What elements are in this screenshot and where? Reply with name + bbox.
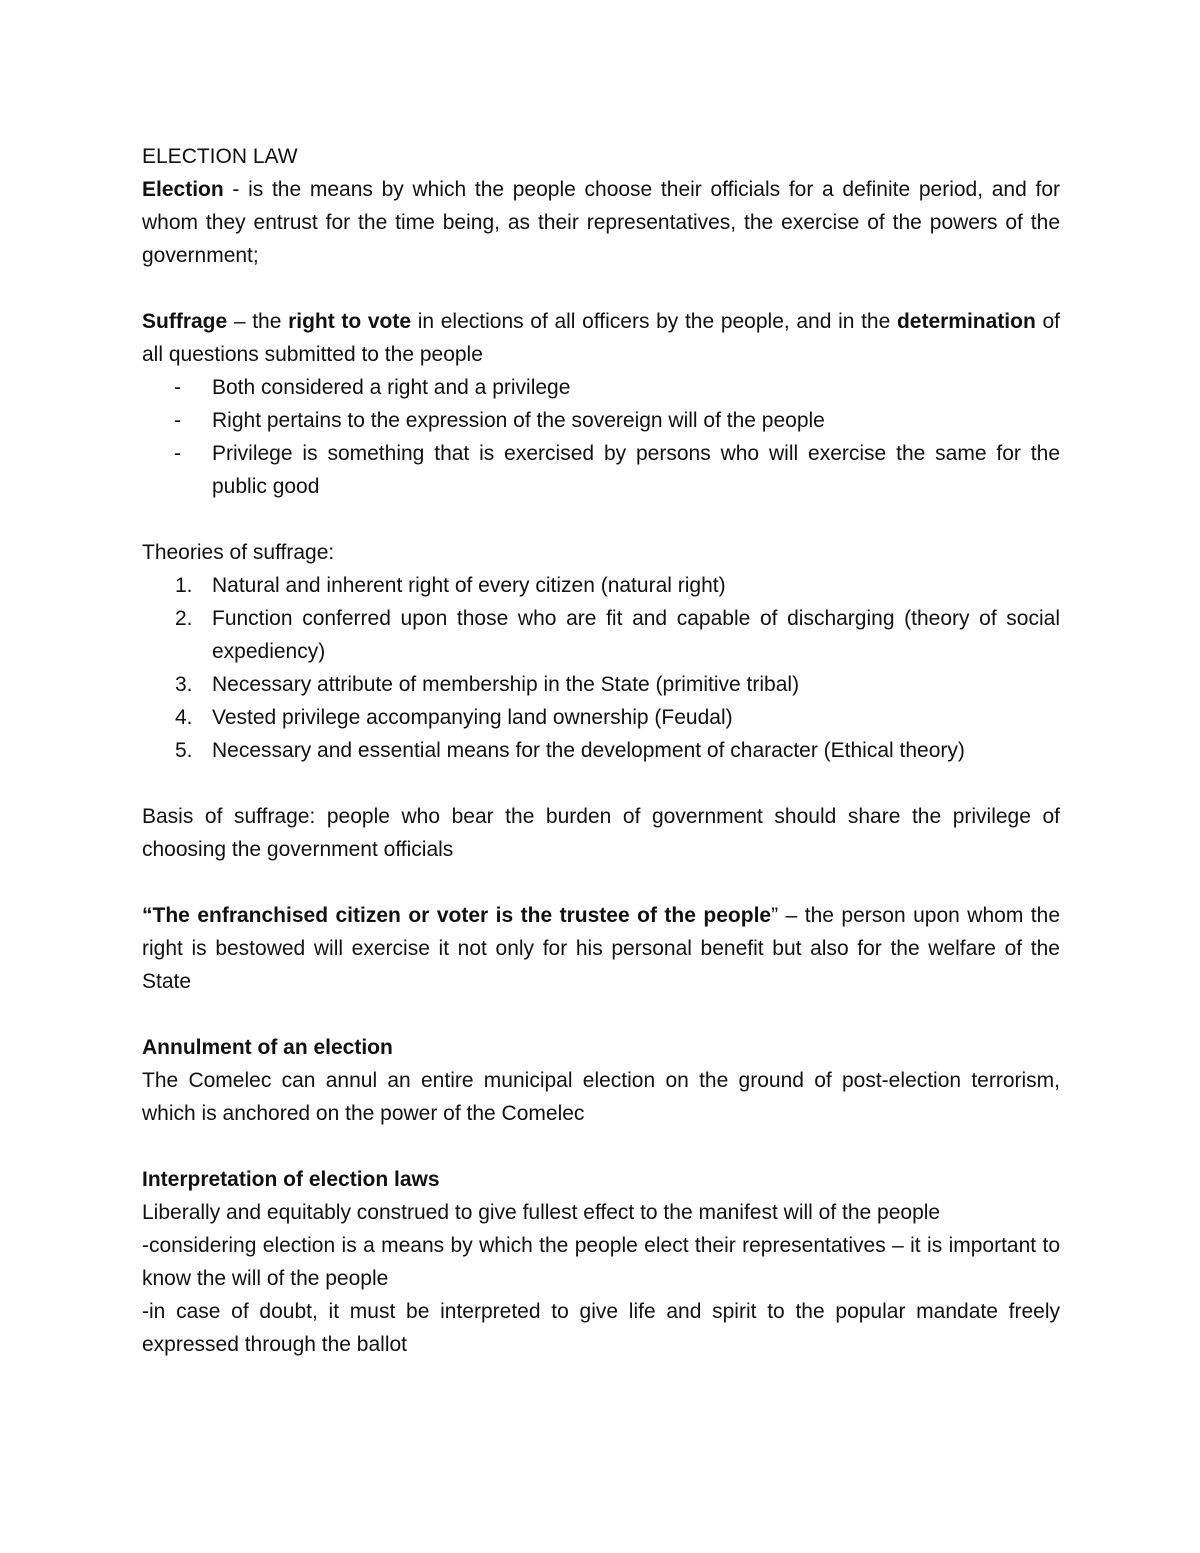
suffrage-definition xyxy=(142,305,1060,371)
list-number: 5. xyxy=(175,739,193,762)
list-item xyxy=(142,734,1060,767)
list-item-text: Necessary attribute of membership in the State (primitive tribal) xyxy=(212,673,800,696)
annulment-heading: Annulment of an election xyxy=(142,1036,393,1059)
suffrage-bullet-list xyxy=(142,371,1060,503)
list-item xyxy=(142,602,1060,668)
document-page xyxy=(142,140,1060,1361)
election-definition-text: - is the means by which the people choose their officials for a definite period, and for whom they entrust for the time being, as their representatives, the exercise of the powers of the government; xyxy=(142,178,1060,267)
suffrage-bold-right-to-vote: right to vote xyxy=(288,310,412,333)
list-item xyxy=(142,404,1060,437)
interpretation-heading: Interpretation of election laws xyxy=(142,1168,440,1191)
list-number: 3. xyxy=(175,673,193,696)
list-item xyxy=(142,569,1060,602)
list-number: 1. xyxy=(175,574,193,597)
election-definition xyxy=(142,173,1060,272)
interpretation-line-1: Liberally and equitably construed to give fullest effect to the manifest will of the people xyxy=(142,1201,941,1224)
list-item xyxy=(142,668,1060,701)
theories-list xyxy=(142,569,1060,767)
interpretation-line-3: -in case of doubt, it must be interpreted to give life and spirit to the popular mandate freely expressed through the ballot xyxy=(142,1300,1060,1356)
election-term: Election xyxy=(142,178,224,201)
annulment-text: The Comelec can annul an entire municipal election on the ground of post-election terrorism, which is anchored on the power of the Comelec xyxy=(142,1069,1060,1125)
list-item xyxy=(142,701,1060,734)
suffrage-bold-determination: determination xyxy=(896,310,1036,333)
suffrage-text-part: of all questions submitted to the people xyxy=(142,310,1060,366)
dash-marker: - xyxy=(174,376,181,399)
spacer xyxy=(142,272,1060,305)
basis-of-suffrage: Basis of suffrage: people who bear the burden of government should share the privilege of choosing the government officials xyxy=(142,805,1060,861)
dash-marker: - xyxy=(174,409,181,432)
list-item-text: Natural and inherent right of every citizen (natural right) xyxy=(212,574,726,597)
spacer xyxy=(142,998,1060,1031)
dash-marker: - xyxy=(174,442,181,465)
list-item xyxy=(142,437,1060,503)
spacer xyxy=(142,503,1060,536)
list-number: 2. xyxy=(175,607,193,630)
spacer xyxy=(142,767,1060,800)
trustee-text: ” – the person upon whom the right is bestowed will exercise it not only for his personal benefit but also for the welfare of the State xyxy=(142,904,1061,993)
spacer xyxy=(142,1130,1060,1163)
list-item-text: Both considered a right and a privilege xyxy=(212,376,571,399)
trustee-paragraph xyxy=(142,899,1060,998)
list-item-text: Necessary and essential means for the development of character (Ethical theory) xyxy=(212,739,965,762)
list-item xyxy=(142,371,1060,404)
list-item-text: Right pertains to the expression of the sovereign will of the people xyxy=(212,409,825,432)
document-title: ELECTION LAW xyxy=(142,145,298,168)
list-item-text: Function conferred upon those who are fit and capable of discharging (theory of social expediency) xyxy=(212,607,1060,663)
spacer xyxy=(142,866,1060,899)
interpretation-line-2: -considering election is a means by which the people elect their representatives – it is important to know the will of the people xyxy=(142,1234,1060,1290)
trustee-quote: “The enfranchised citizen or voter is the trustee of the people xyxy=(142,904,772,927)
theories-intro: Theories of suffrage: xyxy=(142,541,335,564)
suffrage-term: Suffrage xyxy=(142,310,228,333)
suffrage-text-part: – the xyxy=(227,310,289,333)
list-number: 4. xyxy=(175,706,193,729)
suffrage-text-part: in elections of all officers by the people, and in the xyxy=(411,310,897,333)
list-item-text: Vested privilege accompanying land ownership (Feudal) xyxy=(212,706,733,729)
list-item-text: Privilege is something that is exercised by persons who will exercise the same for the public good xyxy=(212,442,1060,498)
